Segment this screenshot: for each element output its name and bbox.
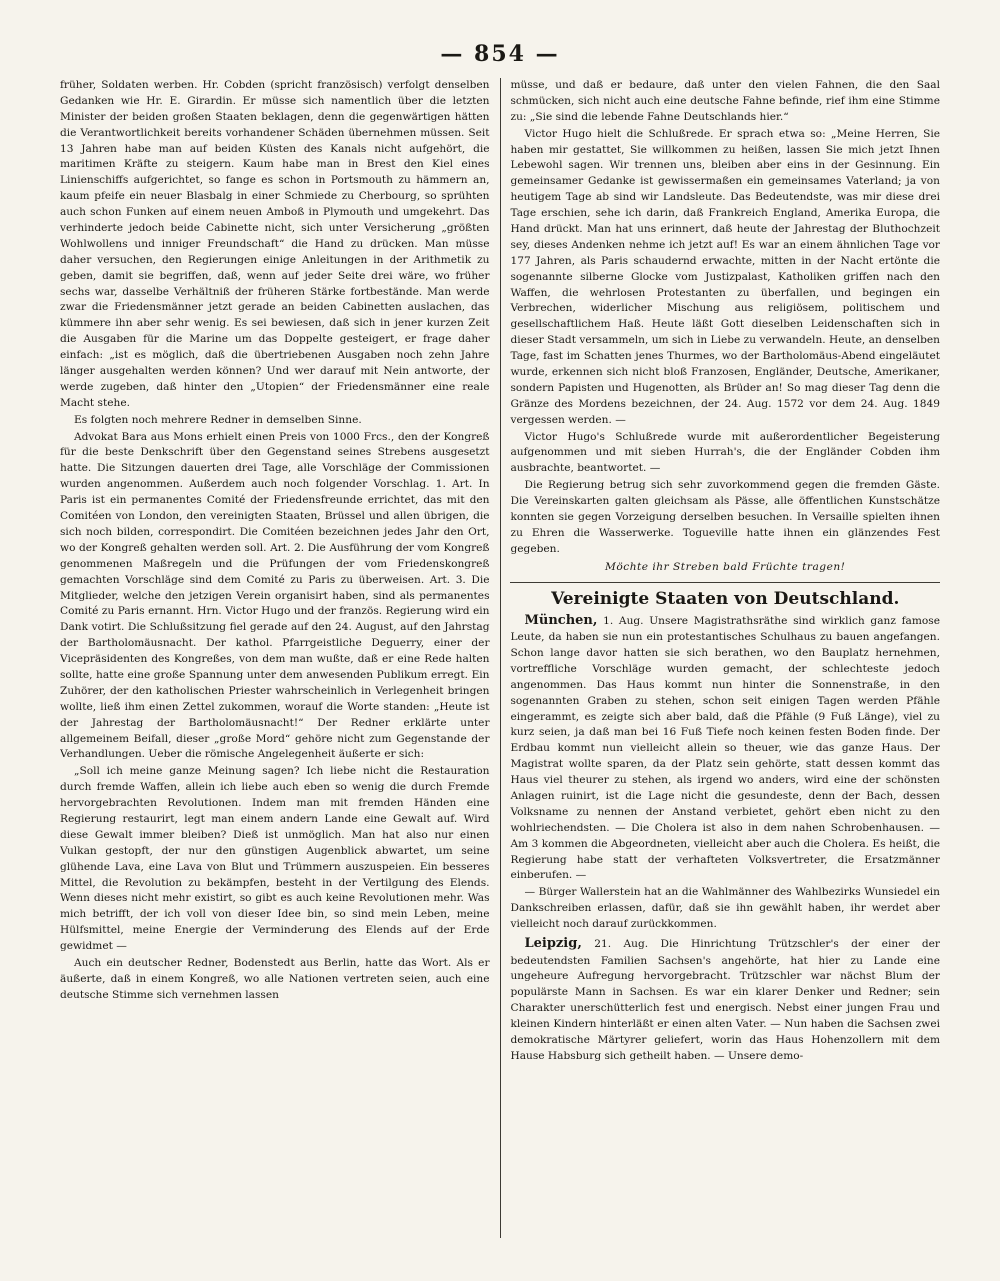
section-heading: Vereinigte Staaten von Deutschland.	[551, 588, 900, 609]
section-rule	[510, 582, 940, 583]
article-paragraph: Die Regierung betrug sich sehr zuvorkommend gegen die fremden Gäste. Die Vereinskarten galten gleichsam als Pässe, alle öffentlichen Kunstschätze konnten sie gegen Vorzeigung derselben besuchen. In Versaille spielten ihnen zu Ehren die Wasserwerke. Togueville hatte ihnen ein glänzendes Fest gegeben.	[510, 479, 940, 555]
closing-line: Möchte ihr Streben bald Früchte tragen!	[605, 560, 846, 573]
article-paragraph: Advokat Bara aus Mons erhielt einen Preis von 1000 Frcs., den der Kongreß für die beste Denkschrift über den Gegenstand seines Strebens ausgesetzt hatte. Die Sitzungen dauerten drei Tage, alle Vorschläge der Commissionen wurden angenommen. Außerdem auch noch folgender Vorschlag. 1. Art. In Paris ist ein permanentes Comité der Friedensfreunde errichtet, das mit den Comitéen von London, den vereinigten Staaten, Brüssel und allen übrigen, die sich noch bilden, correspondirt. Die Comitéen bezeichnen jedes Jahr den Ort, wo der Kongreß gehalten werden soll. Art. 2. Die Ausführung der vom Kongreß genommenen Maßregeln und die Prüfungen der vom Friedenskongreß gemachten Vorschläge sind dem Comité zu Paris zu überweisen. Art. 3. Die Mitglieder, welche den jetzigen Verein organisirt haben, sind als permanentes Comité zu Paris ernannt. Hrn. Victor Hugo und der französ. Regierung wird ein Dank votirt. Die Schlußsitzung fiel gerade auf den 24. August, auf den Jahrstag der Bartholomäusnacht. Der kathol. Pfarrgeistliche Deguerry, einer der Vicepräsidenten des Kongreßes, von dem man wußte, daß er eine Rede halten sollte, hatte eine große Spannung unter dem anwesenden Publikum erregt. Ein Zuhörer, der den katholischen Priester wahrscheinlich in Verlegenheit bringen wollte, ließ ihm einen Zettel zukommen, worauf die Worte standen: „Heute ist der Jahrestag der Bartholomäusnacht!“ Der Redner erklärte unter allgemeinem Beifall, dieser „große Mord“ gehöre nicht zum Gegenstande der Verhandlungen. Ueber die römische Angelegenheit äußerte er sich:	[60, 430, 490, 761]
page-number: — 854 —	[440, 41, 560, 67]
quoted-speech-paragraph: „Soll ich meine ganze Meinung sagen? Ich liebe nicht die Restauration durch fremde Waffen, allein ich liebe auch eben so wenig die durch Fremde hervorgebrachten Revolutionen. Indem man mit fremden Händen eine Regierung restaurirt, legt man einem andern Lande eine Gewalt auf. Wird diese Gewalt immer bleiben? Dieß ist unmöglich. Man hat also nur einen Vulkan gestopft, der nur den günstigen Augenblick abwartet, um seine glühende Lava, eine Lava von Blut und Trümmern auszuspeien. Ein besseres Mittel, die Revolution zu bekämpfen, besteht in der Vertilgung des Elends. Wenn dieses nicht mehr existirt, so gibt es auch keine Revolutionen mehr. Was mich betrifft, der ich voll von dieser Idee bin, so sind mein Leben, meine Hülfsmittel, meine Energie der Verminderung des Elends auf der Erde gewidmet —	[60, 765, 490, 953]
text-columns	[60, 78, 940, 1238]
left-column	[60, 78, 500, 1238]
article-paragraph: Es folgten noch mehrere Redner in demselben Sinne.	[74, 413, 362, 426]
munich-text: 1. Aug. Unsere Magistrathsräthe sind wirklich ganz famose Leute, da haben sie nun ein protestantisches Schulhaus zu bauen angefangen. Schon lange davor hatten sie sich berathen, wo den Bauplatz hernehmen, vortreffliche Vorschläge wurden gemacht, der schlechteste jedoch angenommen. Das Haus kommt nun hinter die Sonnenstraße, in den sogenannten Graben zu stehen, schon seit einigen Tagen werden Pfähle eingerammt, es zeigte sich aber bald, daß die Pfähle (9 Fuß Länge), viel zu kurz seien, ja daß man bei 16 Fuß Tiefe noch keinen festen Boden finde. Der Erdbau kommt nun vielleicht allein so theuer, wie das ganze Haus. Der Magistrat wollte sparen, da der Platz sein gehörte, statt dessen kommt das Haus viel theurer zu stehen, als irgend wo anders, wird eine der schönsten Anlagen ruinirt, ist die Lage nicht die gesundeste, denn der Bach, dessen Volksname zu nennen der Anstand verbietet, gehört eben nicht zu den wohlriechendsten. — Die Cholera ist also in dem nahen Schrobenhausen. — Am 3 kommen die Abgeordneten, vielleicht aber auch die Cholera. Es heißt, die Regierung habe statt der verhafteten Volksvertreter, die Ersatzmänner einberufen. —	[510, 614, 940, 882]
article-paragraph: Auch ein deutscher Redner, Bodenstedt aus Berlin, hatte das Wort. Als er äußerte, daß in einem Kongreß, wo alle Nationen vertreten seien, auch eine deutsche Stimme sich vernehmen lassen	[60, 956, 490, 1001]
dateline-munich: München,	[524, 612, 598, 628]
article-paragraph: Victor Hugo's Schlußrede wurde mit außerordentlicher Begeisterung aufgenommen und mit sieben Hurrah's, die der Engländer Cobden ihm ausbrachte, beantwortet. —	[510, 430, 940, 475]
wallerstein-note: — Bürger Wallerstein hat an die Wahlmänner des Wahlbezirks Wunsiedel ein Dankschreiben erlassen, dafür, daß sie ihn gewählt haben, ihr werdet aber vielleicht noch darauf zurückkommen.	[510, 886, 940, 931]
munich-report	[510, 611, 940, 885]
article-paragraph: müsse, und daß er bedaure, daß unter den vielen Fahnen, die den Saal schmücken, sich nicht auch eine deutsche Fahne befinde, rief ihm eine Stimme zu: „Sie sind die lebende Fahne Deutschlands hier.“	[510, 79, 940, 123]
dateline-leipzig: Leipzig,	[524, 936, 582, 952]
right-column	[500, 78, 940, 1238]
leipzig-report	[510, 934, 940, 1065]
leipzig-text: 21. Aug. Die Hinrichtung Trützschler's der einer der bedeutendsten Familien Sachsen's angehörte, hat hier zu Lande eine ungeheure Aufregung hervorgebracht. Trützschler war nächst Blum der populärste Mann in Sachsen. Es war ein klarer Denker und Redner; sein Charakter unerschütterlich fest und energisch. Nebst einer jungen Frau und kleinen Kindern hinterläßt er einen alten Vater. — Nun haben die Sachsen zwei demokratische Märtyrer geliefert, worin das Haus Hohenzollern mit dem Hause Habsburg sich getheilt haben. — Unsere demo-	[510, 938, 940, 1062]
article-paragraph: Victor Hugo hielt die Schlußrede. Er sprach etwa so: „Meine Herren, Sie haben mir gestattet, Sie willkommen zu heißen, lassen Sie mich jetzt Ihnen Lebewohl sagen. Wir trennen uns, bleiben aber eins in der Gesinnung. Ein gemeinsamer Gedanke ist gewissermaßen ein gemeinsames Vaterland; ja von heutigem Tage ab sind wir Landsleute. Das Bedeutendste, was mir diese drei Tage erschien, sehe ich darin, daß Frankreich England, Amerika Europa, die Hand drückt. Man hat uns erinnert, daß heute der Jahrestag der Bluthochzeit sey, dieses Andenken nehme ich jetzt auf! Es war an einem ähnlichen Tage vor 177 Jahren, als Paris schaudernd erwachte, mitten in der Nacht ertönte die sogenannte silberne Glocke vom Justizpalast, Katholiken griffen nach den Waffen, die wehrlosen Protestanten zu überfallen, und begingen ein Verbrechen, widerlicher Mischung aus religiösem, politischem und gesellschaftlichem Haß. Heute läßt Gott dieselben Leidenschaften sich in dieser Stadt versammeln, um sich in Liebe zu verwandeln. Heute, an denselben Tage, fast im Schatten jenes Thurmes, wo der Bartholomäus-Abend eingeläutet wurde, erkennen sich nicht bloß Franzosen, Engländer, Deutsche, Amerikaner, sondern Papisten und Hugenotten, als Brüder an! So mag dieser Tag denn die Gränze des Mordens bezeichnen, der 24. Aug. 1572 vor dem 24. Aug. 1849 vergessen werden. —	[510, 127, 940, 426]
article-paragraph: früher, Soldaten werben. Hr. Cobden (spricht französisch) verfolgt denselben Gedanken wie Hr. E. Girardin. Er müsse sich namentlich über die letzten Minister der beiden großen Staaten beklagen, denn die gegenwärtigen hätten die Verantwortlichkeit bereits vorhandener Schäden übernehmen müssen. Seit 13 Jahren habe man auf beiden Küsten des Kanals nicht aufgehört, die maritimen Kräfte zu steigern. Kaum habe man in Brest den Kiel eines Linienschiffs aufgerichtet, so fange es schon in Portsmouth zu hämmern an, kaum pfeife ein neuer Blasbalg in einer Schmiede zu Cherbourg, so sprühten auch schon Funken auf einem neuen Amboß in Plymouth und umgekehrt. Das verhinderte jedoch beide Cabinette nicht, sich unter Versicherung „größten Wohlwollens und inniger Freundschaft“ die Hand zu drücken. Man müsse daher versuchen, den Regierungen einige Anleitungen in der Arithmetik zu geben, damit sie begriffen, daß, wenn auf jeder Seite drei wäre, wo früher sechs war, dasselbe Verhältniß der früheren Stärke fortbestände. Man werde zwar die Friedensmänner jetzt gerade an beiden Cabinetten auslachen, das kümmere ihn aber sehr wenig. Es sei bewiesen, daß sich in jener kurzen Zeit die Ausgaben für die Marine um das Doppelte gesteigert, er frage daher einfach: „ist es möglich, daß die übertriebenen Ausgaben noch zehn Jahre länger ausgehalten werden können? Und wer darauf mit Nein antworte, der werde zugeben, daß hinter den „Utopien“ der Friedensmänner eine reale Macht stehe.	[60, 79, 490, 409]
